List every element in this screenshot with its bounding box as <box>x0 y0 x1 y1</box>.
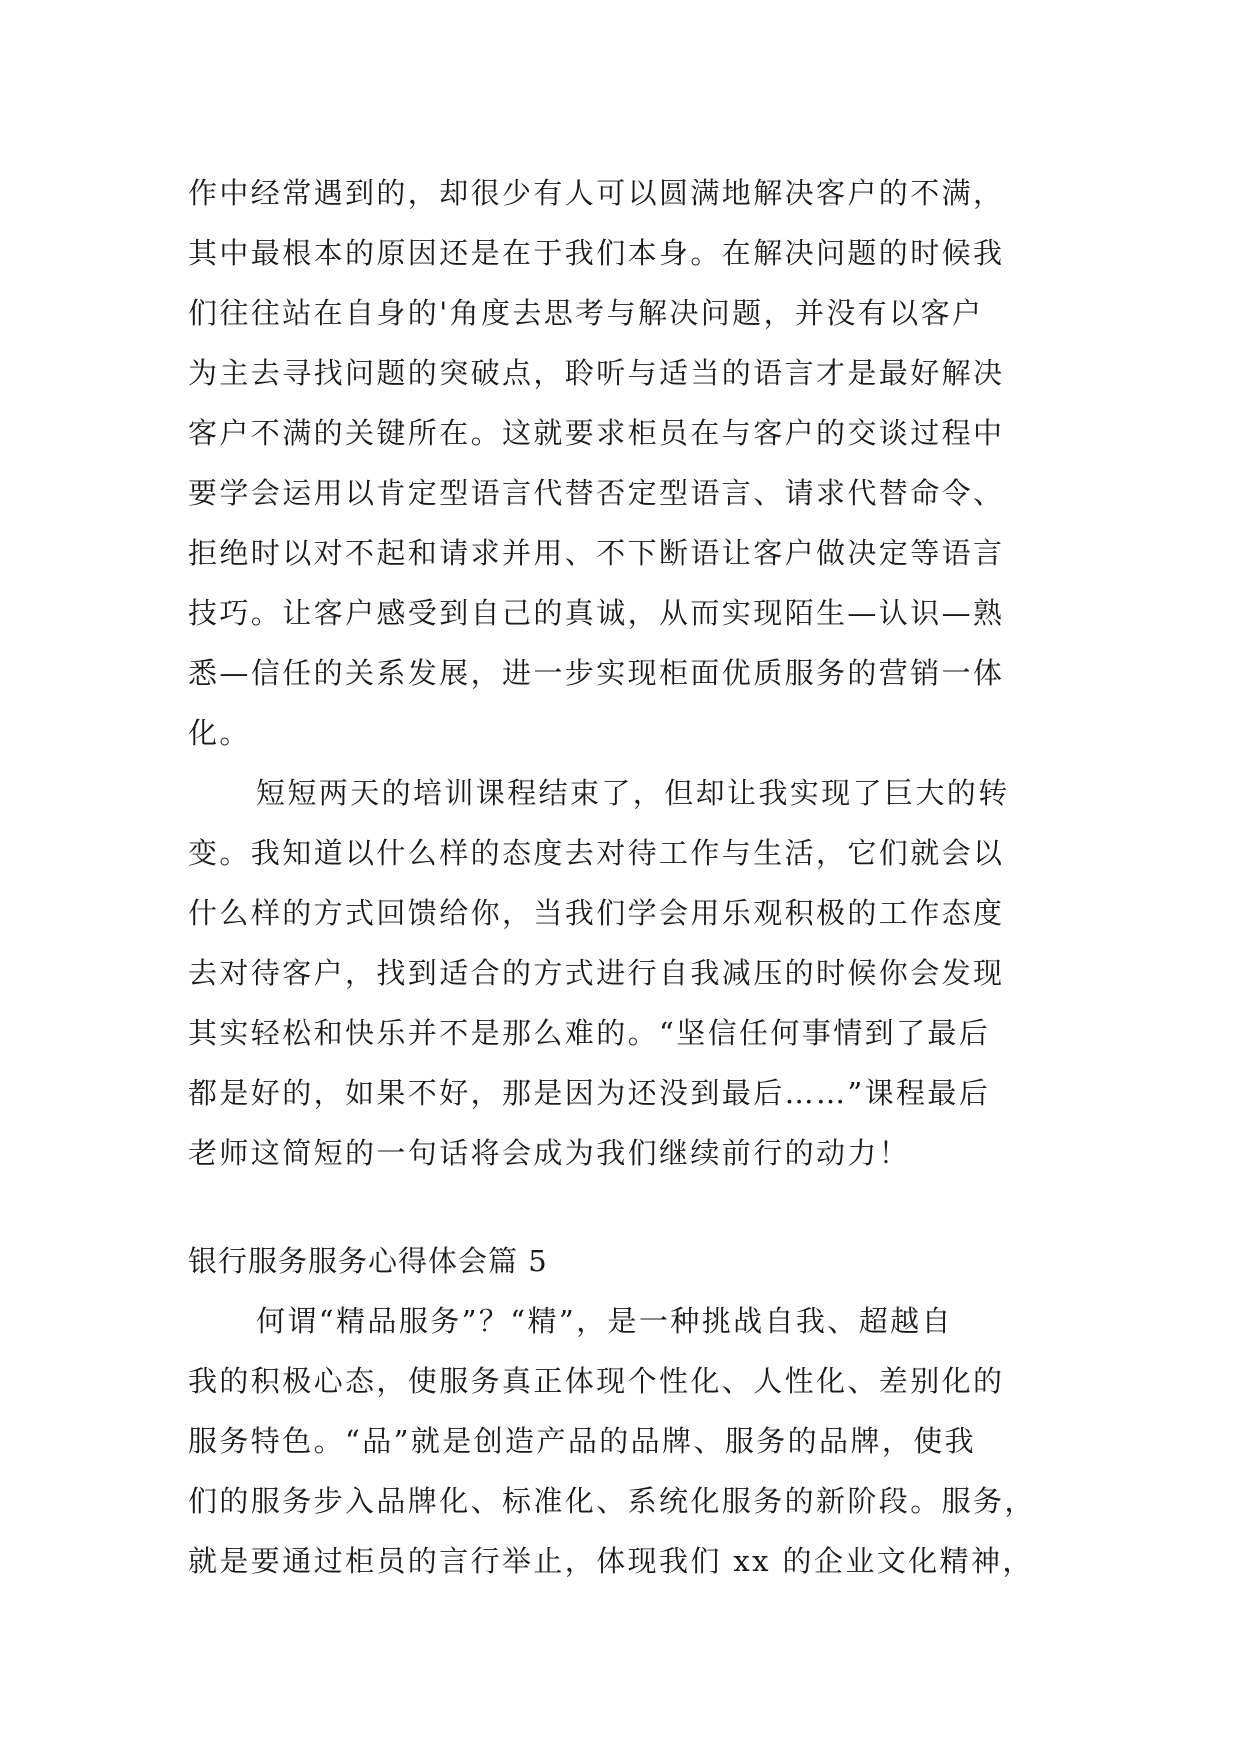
text-line: 什么样的方式回馈给你，当我们学会用乐观积极的工作态度 <box>188 896 1005 930</box>
document-body <box>188 163 1063 1591</box>
text-line: 短短两天的培训课程结束了，但却让我实现了巨大的转 <box>256 776 1010 810</box>
text-line: 们往往站在自身的'角度去思考与解决问题，并没有以客户 <box>188 296 984 330</box>
text-line: 服务特色。“品”就是创造产品的品牌、服务的品牌，使我 <box>188 1424 977 1458</box>
text-line: 作中经常遇到的，却很少有人可以圆满地解决客户的不满， <box>188 176 1005 210</box>
paragraph-training-reflection <box>188 763 1063 1183</box>
text-line: 变。我知道以什么样的态度去对待工作与生活，它们就会以 <box>188 836 1005 870</box>
section-spacer <box>188 1183 1063 1231</box>
text-line: 要学会运用以肯定型语言代替否定型语言、请求代替命令、 <box>188 476 1005 510</box>
text-line: 老师这简短的一句话将会成为我们继续前行的动力！ <box>188 1136 911 1170</box>
section-heading: 银行服务服务心得体会篇 5 <box>188 1244 548 1278</box>
text-line: 我的积极心态，使服务真正体现个性化、人性化、差别化的 <box>188 1364 1005 1398</box>
text-line: 去对待客户，找到适合的方式进行自我减压的时候你会发现 <box>188 956 1005 990</box>
paragraph-premium-service <box>188 1291 1063 1591</box>
text-line: 其中最根本的原因还是在于我们本身。在解决问题的时候我 <box>188 236 1005 270</box>
text-line: 拒绝时以对不起和请求并用、不下断语让客户做决定等语言 <box>188 536 1005 570</box>
text-line: 化。 <box>188 716 251 750</box>
text-line: 其实轻松和快乐并不是那么难的。“坚信任何事情到了最后 <box>188 1016 991 1050</box>
paragraph-customer-complaints <box>188 163 1063 763</box>
text-line: 就是要通过柜员的言行举止，体现我们 xx 的企业文化精神， <box>188 1544 1034 1578</box>
text-line: 们的服务步入品牌化、标准化、系统化服务的新阶段。服务， <box>188 1484 1036 1518</box>
text-line: 技巧。让客户感受到自己的真诚，从而实现陌生—认识—熟 <box>188 596 1005 630</box>
text-line: 悉—信任的关系发展，进一步实现柜面优质服务的营销一体 <box>188 656 1005 690</box>
text-line: 何谓“精品服务”？“精”，是一种挑战自我、超越自 <box>256 1304 953 1338</box>
text-line: 客户不满的关键所在。这就要求柜员在与客户的交谈过程中 <box>188 416 1005 450</box>
text-line: 为主去寻找问题的突破点，聆听与适当的语言才是最好解决 <box>188 356 1005 390</box>
text-line: 都是好的，如果不好，那是因为还没到最后……”课程最后 <box>188 1076 991 1110</box>
